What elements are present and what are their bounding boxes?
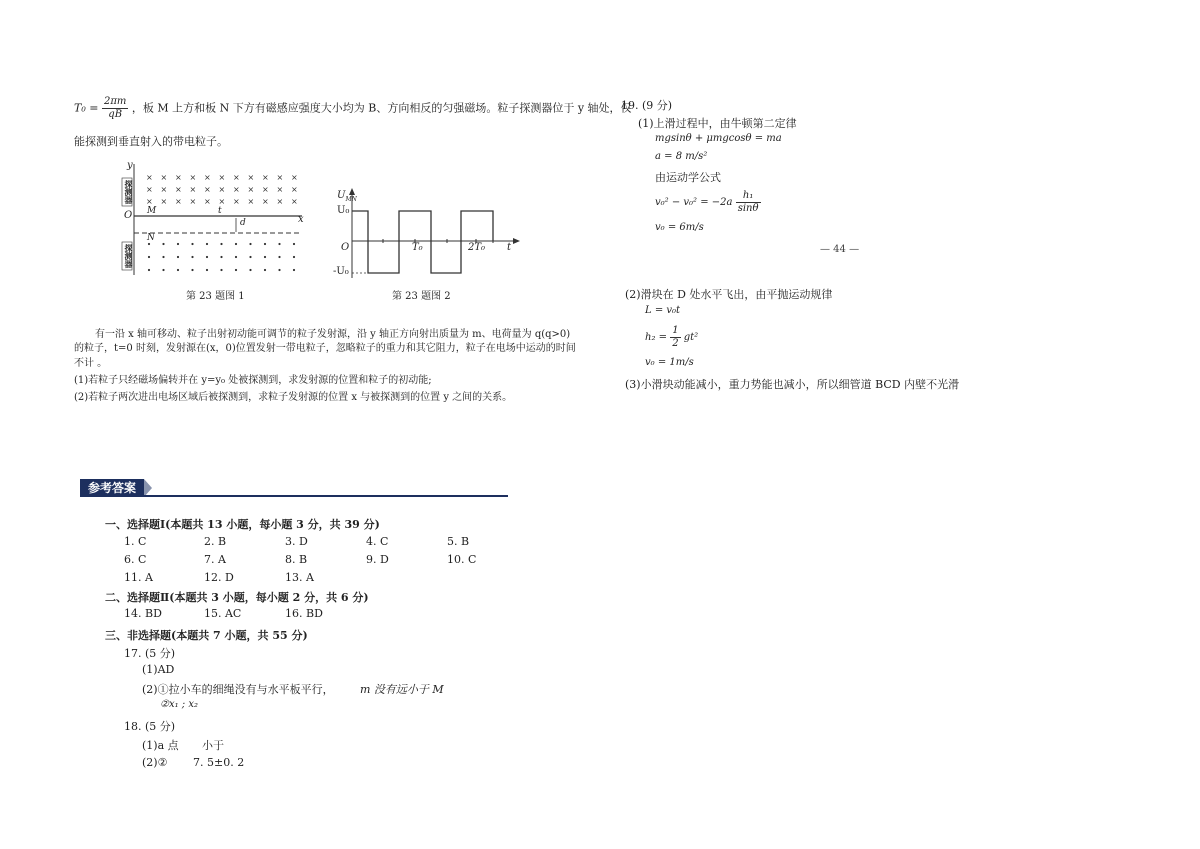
q18-head: 18. (5 分) <box>124 720 176 733</box>
section2-title: 二、选择题Ⅱ(本题共 3 小题，每小题 2 分，共 6 分) <box>105 591 369 604</box>
field-cross-mark: × <box>233 197 240 206</box>
field-dot-mark <box>293 269 295 271</box>
field-cross-mark: × <box>146 173 153 182</box>
field-dot-mark <box>278 256 280 258</box>
section1-answer: 11. A <box>124 571 153 584</box>
field-dot-mark <box>177 256 179 258</box>
q17-answer-2a: (2)①拉小车的细绳没有与水平板平行， <box>142 683 334 696</box>
problem-para-1: 有一沿 x 轴可移动、粒子出射初动能可调节的粒子发射源，沿 y 轴正方向射出质量为 m、电荷量为 q(q>0) <box>95 329 571 340</box>
field-cross-mark: × <box>175 185 182 194</box>
fig2-o-label: O <box>341 242 350 253</box>
field-dot-mark <box>191 243 193 245</box>
field-cross-mark: × <box>204 173 211 182</box>
fig1-t-label: t <box>218 206 222 216</box>
formula-t0-lhs: T₀ = <box>74 101 99 115</box>
field-cross-mark: × <box>276 185 284 194</box>
q19-eq-6-fraction <box>670 325 680 350</box>
q19-head: 19. (9 分) <box>621 99 673 112</box>
section2-answer-14: 14. BD <box>124 607 162 620</box>
section1-answer: 7. A <box>204 553 226 566</box>
formula-t0-den: qB <box>108 109 123 120</box>
field-dot-mark <box>206 243 208 245</box>
field-cross-mark: × <box>218 185 226 194</box>
field-dot-mark <box>249 243 251 245</box>
field-cross-mark: × <box>175 173 182 182</box>
field-cross-mark: × <box>233 185 240 194</box>
field-dot-mark <box>249 256 251 258</box>
field-cross-mark: × <box>189 197 197 206</box>
field-cross-mark: × <box>276 197 284 206</box>
field-dot-mark <box>191 256 193 258</box>
fig1-o-label: O <box>124 210 133 221</box>
q19-eq-6-lhs: h₂ = <box>645 332 668 343</box>
section1-answer: 6. C <box>124 553 147 566</box>
field-dot-mark <box>162 243 164 245</box>
section1-answer: 13. A <box>285 571 314 584</box>
field-cross-mark: × <box>146 197 153 206</box>
field-cross-mark: × <box>189 185 197 194</box>
field-cross-mark: × <box>218 197 226 206</box>
page-number: — 44 — <box>820 244 860 255</box>
q17-answer-2b: m 没有远小于 M <box>360 683 444 696</box>
figure-2 <box>330 188 520 280</box>
field-dot-mark <box>220 269 222 271</box>
fig2-y-label-main: U <box>337 190 346 201</box>
field-dot-mark <box>249 269 251 271</box>
section1-answer: 12. D <box>204 571 234 584</box>
section1-answer: 2. B <box>204 535 227 548</box>
field-dot-mark <box>235 243 237 245</box>
q19-eq-6-den: 2 <box>672 338 679 349</box>
field-cross-mark: × <box>160 197 168 206</box>
q19-eq-4: v₀ = 6m/s <box>655 222 704 233</box>
fig2-t0-label: T₀ <box>412 242 423 253</box>
field-dot-mark <box>148 243 150 245</box>
field-dot-mark <box>148 256 150 258</box>
problem-question-2: (2)若粒子两次进出电场区域后被探测到，求粒子发射源的位置 x 与被探测到的位置 y 之间的关系。 <box>74 392 513 403</box>
field-cross-mark: × <box>160 185 168 194</box>
field-dot-mark <box>177 243 179 245</box>
q19-eq-6 <box>645 325 698 350</box>
field-dot-mark <box>191 269 193 271</box>
q19-step-1: (1)上滑过程中，由牛顿第二定律 <box>638 117 797 130</box>
q19-eq-6-rhs: gt² <box>683 332 699 343</box>
field-dot-mark <box>220 256 222 258</box>
section1-answer: 10. C <box>447 553 477 566</box>
fig1-n-label: N <box>147 233 155 243</box>
field-cross-mark: × <box>276 173 284 182</box>
problem-para-2: 的粒子，t=0 时刻，发射源在(x，0)位置发射一带电粒子，忽略粒子的重力和其它阻力，粒子在电场中运动的时间 <box>74 343 576 354</box>
field-cross-mark: × <box>189 173 197 182</box>
field-cross-mark: × <box>247 185 255 194</box>
field-cross-mark: × <box>204 185 211 194</box>
problem-para-3: 不计 。 <box>74 358 108 369</box>
fig2-y-label-sub: MN <box>345 196 357 203</box>
section3-title: 三、非选择题(本题共 7 小题，共 55 分) <box>105 629 308 642</box>
field-cross-mark: × <box>233 173 240 182</box>
field-dot-mark <box>264 256 266 258</box>
field-dot-mark <box>162 269 164 271</box>
field-cross-mark: × <box>175 197 182 206</box>
field-dot-mark <box>177 269 179 271</box>
fig1-detector-top: 探测器 <box>124 180 133 204</box>
answer-key-banner <box>80 479 508 499</box>
fig1-m-label: M <box>147 206 157 216</box>
fig1-x-label: x <box>298 214 304 225</box>
q19-eq-3-den: sinθ <box>737 203 759 214</box>
fig2-y-label <box>337 190 357 203</box>
field-dot-mark <box>235 256 237 258</box>
q18-answer-1a: (1)a 点 <box>142 739 179 752</box>
section2-answer-16: 16. BD <box>285 607 323 620</box>
field-cross-mark: × <box>146 185 153 194</box>
field-cross-mark: × <box>291 173 298 182</box>
field-cross-mark: × <box>262 185 269 194</box>
fig1-y-label: y <box>127 160 133 171</box>
field-dot-mark <box>162 256 164 258</box>
field-cross-mark: × <box>160 173 168 182</box>
field-dot-mark <box>148 269 150 271</box>
section1-answer: 4. C <box>366 535 389 548</box>
section1-answer: 8. B <box>285 553 308 566</box>
figure-1 <box>112 160 312 280</box>
q19-eq-6-num: 1 <box>672 325 679 336</box>
q19-eq-3-num: h₁ <box>736 190 761 203</box>
fig2-u0-label: U₀ <box>337 205 350 216</box>
field-dot-mark <box>235 269 237 271</box>
section1-title: 一、选择题Ⅰ(本题共 13 小题，每小题 3 分，共 39 分) <box>105 518 380 531</box>
field-dot-mark <box>293 243 295 245</box>
q19-eq-3-lhs: v₀² − v₀² = −2a <box>655 197 733 208</box>
q19-step-2: 由运动学公式 <box>655 171 721 184</box>
problem-intro-text: ，板 M 上方和板 N 下方有磁感应强度大小均为 B、方向相反的匀强磁场。粒子探测器位于 y 轴处，仅 <box>131 101 632 115</box>
q17-head: 17. (5 分) <box>124 647 176 660</box>
formula-t0-num: 2πm <box>103 96 127 107</box>
field-cross-mark: × <box>247 197 255 206</box>
q19-eq-2: a = 8 m/s² <box>655 151 708 162</box>
fig1-caption: 第 23 题图 1 <box>186 291 245 302</box>
field-dot-mark <box>206 256 208 258</box>
field-cross-mark: × <box>291 197 298 206</box>
field-dot-mark <box>220 243 222 245</box>
q19-eq-1: mgsinθ + μmgcosθ = ma <box>655 133 782 144</box>
field-cross-mark: × <box>262 197 269 206</box>
fig2-t-label: t <box>507 242 512 253</box>
fig2-caption: 第 23 题图 2 <box>392 291 451 302</box>
q18-answer-2b: 7. 5±0. 2 <box>193 756 245 769</box>
problem-intro-line2: 能探测到垂直射入的带电粒子。 <box>74 135 228 148</box>
field-dot-mark <box>264 269 266 271</box>
q19-eq-5: L = v₀t <box>645 305 681 316</box>
q17-answer-3: ②x₁ ; x₂ <box>160 699 198 710</box>
answer-key-title: 参考答案 <box>80 479 144 497</box>
section2-answer-15: 15. AC <box>204 607 242 620</box>
section1-answer: 5. B <box>447 535 470 548</box>
q19-step-4: (3)小滑块动能减小，重力势能也减小，所以细管道 BCD 内壁不光滑 <box>625 378 960 391</box>
q19-eq-3 <box>655 190 761 215</box>
q19-eq-3-fraction <box>736 190 761 215</box>
field-cross-mark: × <box>262 173 269 182</box>
field-cross-mark: × <box>291 185 298 194</box>
field-dot-mark <box>206 269 208 271</box>
q19-eq-7: v₀ = 1m/s <box>645 357 694 368</box>
field-dot-mark <box>278 269 280 271</box>
field-dot-mark <box>293 256 295 258</box>
field-cross-mark: × <box>218 173 226 182</box>
problem-intro-line1 <box>74 96 632 121</box>
problem-question-1: (1)若粒子只经磁场偏转并在 y=y₀ 处被探测到，求发射源的位置和粒子的初动能; <box>74 375 432 386</box>
field-dot-mark <box>278 243 280 245</box>
formula-t0-fraction <box>102 96 128 121</box>
field-cross-mark: × <box>247 173 255 182</box>
section1-answer: 1. C <box>124 535 147 548</box>
q18-answer-2a: (2)② <box>142 756 168 769</box>
q18-answer-1b: 小于 <box>202 739 224 752</box>
fig1-d-label: d <box>240 218 246 228</box>
field-dot-mark <box>264 243 266 245</box>
fig1-detector-bottom: 探测器 <box>124 244 133 268</box>
fig2-2t0-label: 2T₀ <box>468 242 486 253</box>
q17-answer-1: (1)AD <box>142 663 175 676</box>
section1-answer: 9. D <box>366 553 389 566</box>
section1-answer: 3. D <box>285 535 308 548</box>
fig2-neg-u0-label: -U₀ <box>333 266 349 277</box>
banner-underline <box>144 495 508 497</box>
q19-step-3: (2)滑块在 D 处水平飞出，由平抛运动规律 <box>625 288 833 301</box>
field-cross-mark: × <box>204 197 211 206</box>
